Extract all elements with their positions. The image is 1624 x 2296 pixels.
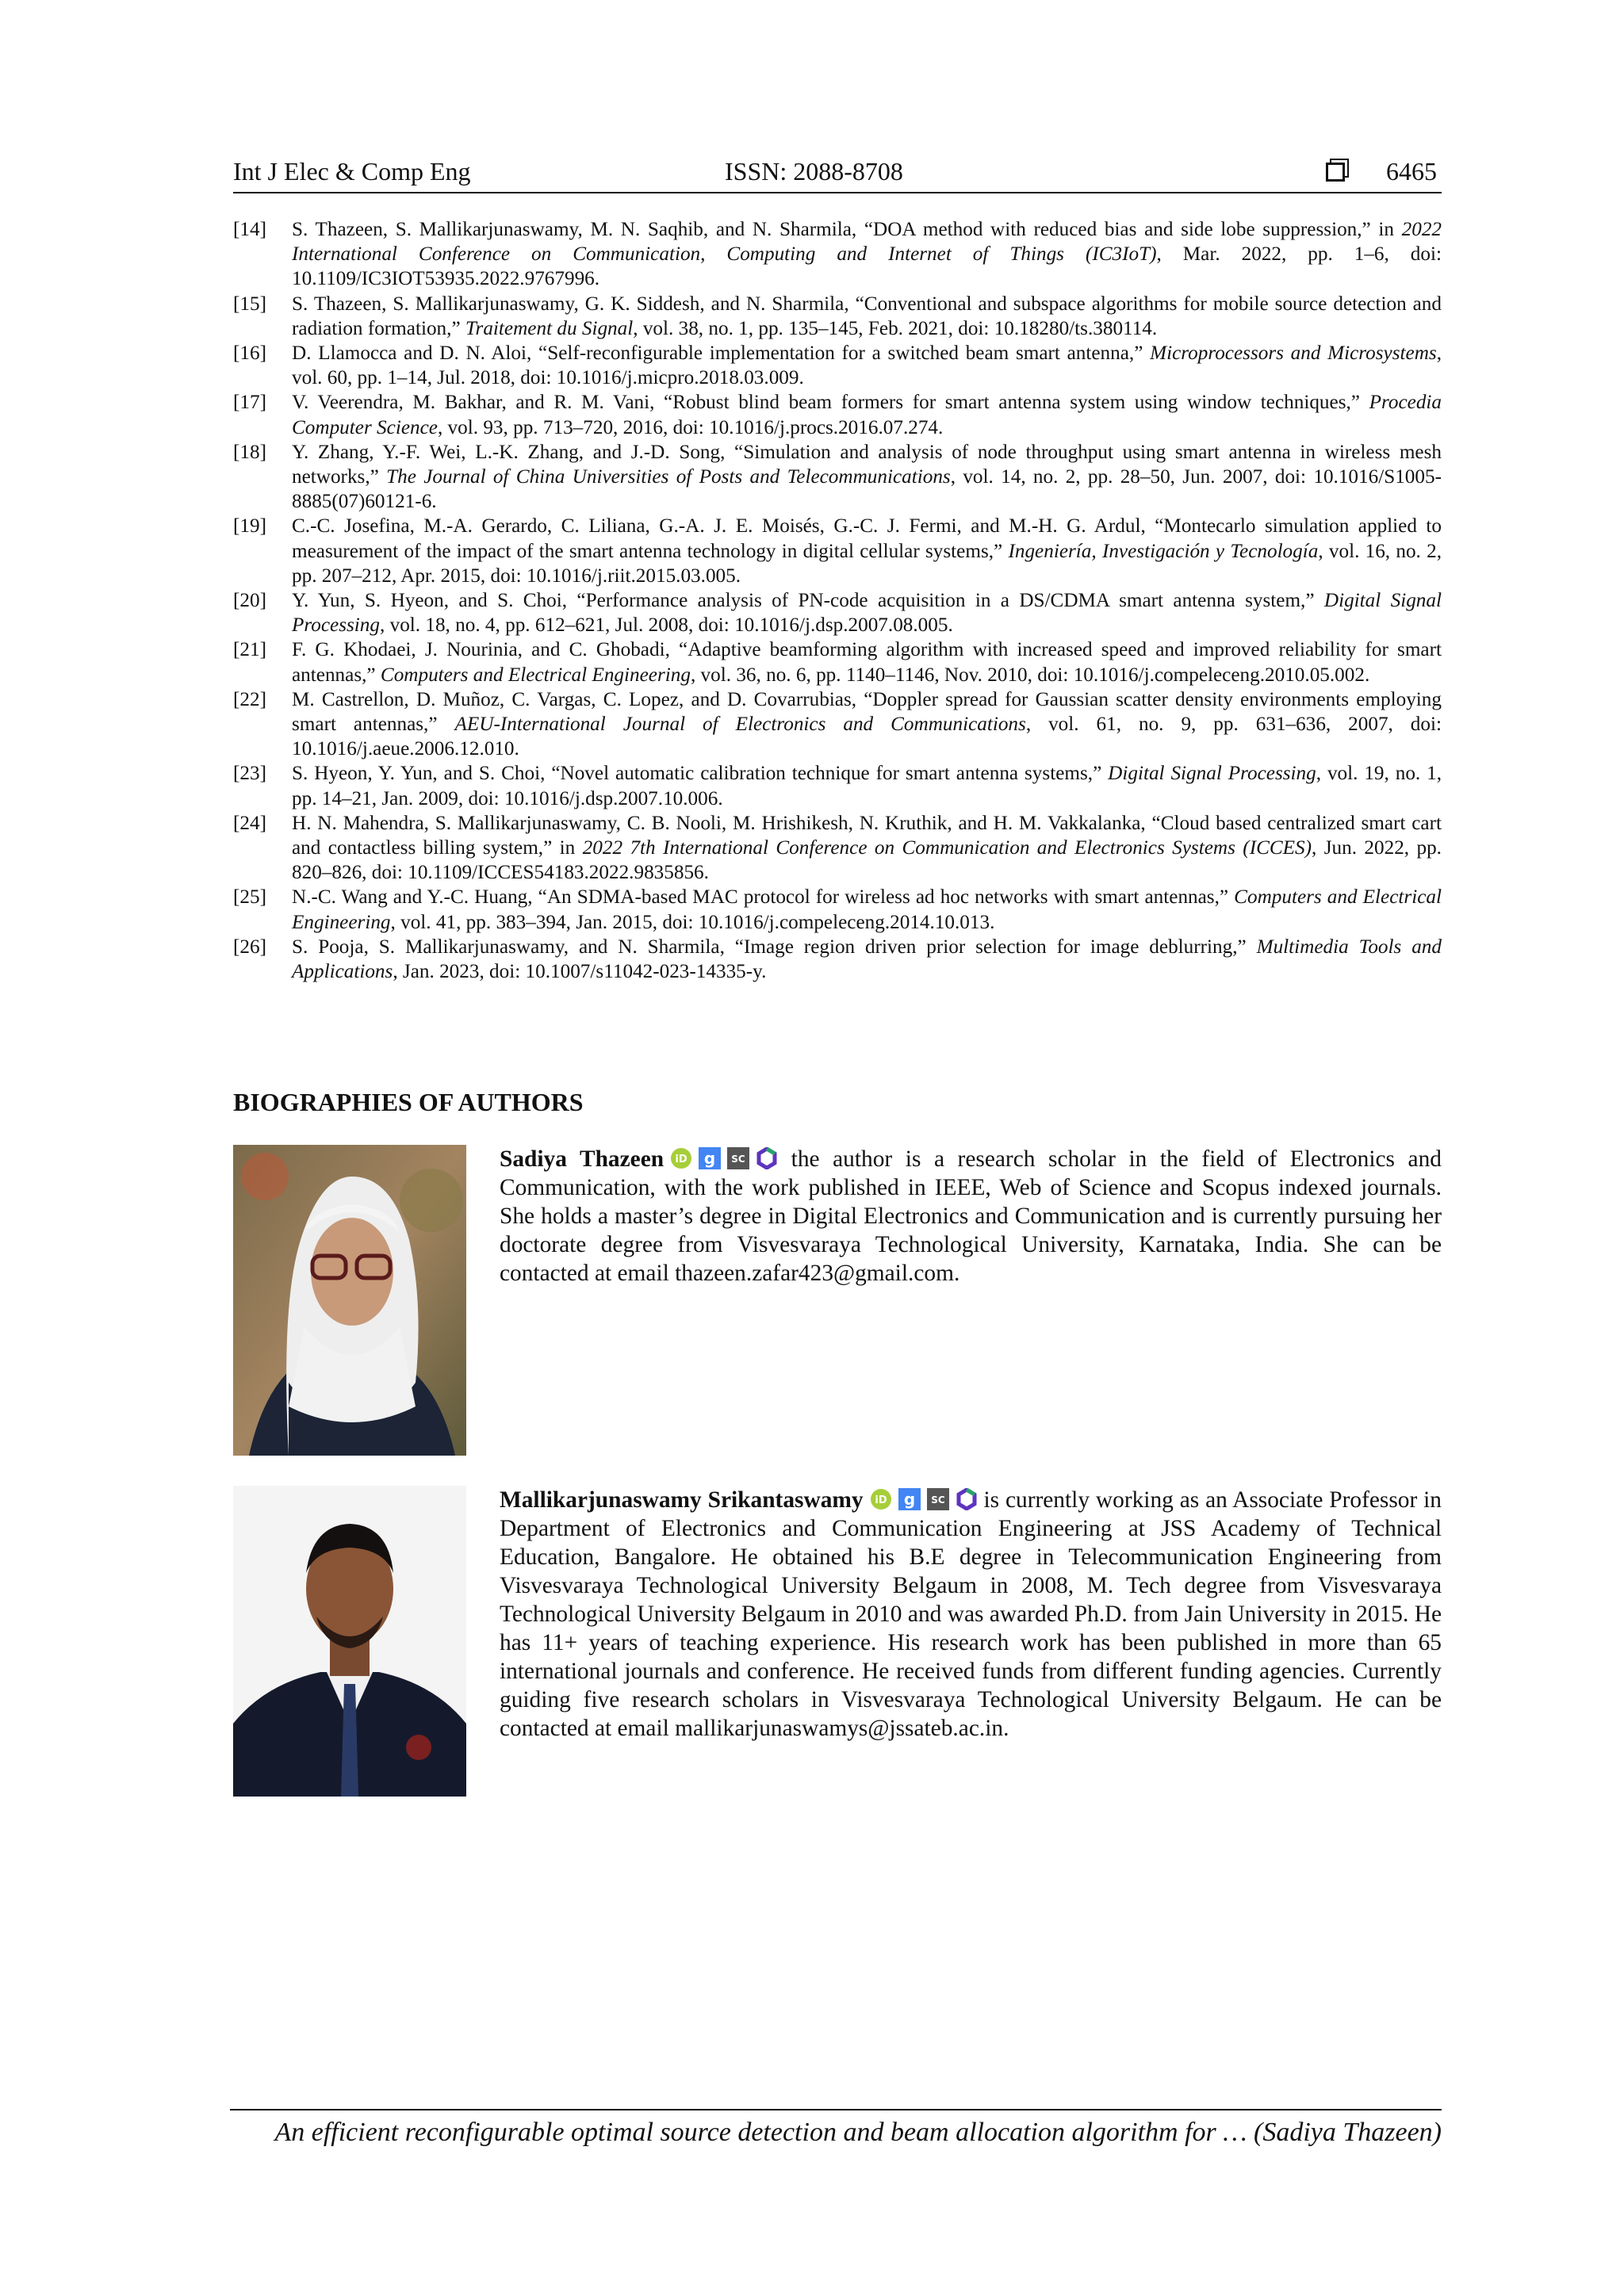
reference-text — [292, 935, 1442, 984]
reference-segment: , vol. 36, no. 6, pp. 1140–1146, Nov. 2010, doi: 10.1016/j.compeleceng.2010.05.002. — [690, 664, 1370, 686]
reference-segment: H. N. Mahendra, S. Mallikarjunaswamy, C. B. Nooli, M. Hrishikesh, N. Kruthik, and H. M. Vakkalanka, “Cloud based centralized smart cart and contactless billing system,” in — [292, 812, 1442, 859]
reference-number: [17] — [233, 392, 266, 414]
page-square-icon — [1326, 163, 1345, 182]
author-name-1: Sadiya Thazeen — [500, 1146, 665, 1172]
reference-segment: , vol. 60, pp. 1–14, Jul. 2018, doi: 10.1016/j.micpro.2018.03.009. — [292, 342, 1442, 389]
reference-segment: , vol. 41, pp. 383–394, Jan. 2015, doi: 10.1016/j.compeleceng.2014.10.013. — [390, 911, 995, 933]
reference-item — [233, 935, 1442, 984]
reference-segment: Y. Zhang, Y.-F. Wei, L.-K. Zhang, and J.-D. Song, “Simulation and analysis of node throughput using smart antenna in wireless mesh networks,” — [292, 441, 1442, 488]
scopus-icon[interactable] — [727, 1147, 749, 1169]
reference-segment: , vol. 93, pp. 713–720, 2016, doi: 10.1016/j.procs.2016.07.274. — [437, 416, 944, 438]
running-footer: An efficient reconfigurable optimal source detection and beam allocation algorithm for … (Sadiya Thazeen) — [230, 2109, 1442, 2155]
issn: ISSN: 2088-8708 — [725, 157, 903, 186]
svg-text:g: g — [903, 1490, 915, 1509]
reference-number: [21] — [233, 639, 266, 661]
reference-text — [292, 390, 1442, 439]
reference-segment: F. G. Khodaei, J. Nourinia, and C. Ghobadi, “Adaptive beamforming algorithm with increased speed and improved reliability for smart antennas,” — [292, 639, 1442, 686]
author-name-2: Mallikarjunaswamy Srikantaswamy — [500, 1487, 864, 1513]
reference-segment: S. Thazeen, S. Mallikarjunaswamy, M. N. Saqhib, and N. Sharmila, “DOA method with reduced bias and side lobe suppression,” in — [292, 219, 1402, 240]
reference-number: [23] — [233, 763, 266, 785]
reference-item — [233, 341, 1442, 390]
reference-number: [16] — [233, 342, 266, 365]
reference-item — [233, 761, 1442, 810]
author-photo-1 — [233, 1145, 466, 1456]
reference-segment: V. Veerendra, M. Bakhar, and R. M. Vani, “Robust blind beam formers for smart antenna system using window techniques,” — [292, 392, 1369, 414]
reference-segment: , Jun. 2022, pp. 820–826, doi: 10.1109/ICCES54183.2022.9835856. — [292, 837, 1442, 884]
reference-text — [292, 588, 1442, 637]
orcid-icon[interactable] — [870, 1488, 892, 1510]
author-bio-1 — [233, 1145, 1442, 1456]
reference-segment: , vol. 19, no. 1, pp. 14–21, Jan. 2009, doi: 10.1016/j.dsp.2007.10.006. — [292, 763, 1442, 809]
svg-text:iD: iD — [874, 1494, 887, 1506]
reference-text — [292, 292, 1442, 341]
reference-text — [292, 761, 1442, 810]
reference-source: AEU-International Journal of Electronics and Communications — [454, 714, 1026, 736]
reference-text — [292, 440, 1442, 515]
author-bio-body-2: is currently working as an Associate Professor in Department of Electronics and Communication Engineering at JSS Academy of Technical Education, Bangalore. He obtained his B.E degree in Telecommunication Engineering from Visvesvaraya Technological University Belgaum in 2008, M. Tech degree from Visvesvaraya Technological University Belgaum in 2010 and was awarded Ph.D. from Jain University in 2015. He has 11+ years of teaching experience. His research work has been published in more than 65 international journals and conference. He received funds from different funding agencies. Currently guiding five research scholars in Visvesvaraya Technological University Belgaum. He can be contacted at email mallikarjunaswamys@jssateb.ac.in. — [500, 1487, 1442, 1741]
reference-text — [292, 885, 1442, 934]
author-bio-text-1 — [500, 1145, 1442, 1288]
reference-source: Procedia Computer Science — [292, 392, 1442, 438]
reference-segment: , vol. 61, no. 9, pp. 631–636, 2007, doi: 10.1016/j.aeue.2006.12.010. — [292, 714, 1442, 760]
reference-source: 2022 International Conference on Communication, Computing and Internet of Things (IC3IoT) — [292, 219, 1442, 266]
reference-segment: N.-C. Wang and Y.-C. Huang, “An SDMA-based MAC protocol for wireless ad hoc networks with smart antennas,” — [292, 886, 1235, 909]
reference-list — [233, 217, 1442, 984]
reference-segment: S. Thazeen, S. Mallikarjunaswamy, G. K. Siddesh, and N. Sharmila, “Conventional and subspace algorithms for mobile source detection and radiation formation,” — [292, 293, 1442, 339]
reference-item — [233, 292, 1442, 341]
reference-segment: , Mar. 2022, pp. 1–6, doi: 10.1109/IC3IOT53935.2022.9767996. — [292, 243, 1442, 290]
svg-text:iD: iD — [675, 1154, 688, 1165]
reference-source: Digital Signal Processing — [1108, 763, 1316, 785]
google-scholar-icon[interactable] — [699, 1147, 721, 1169]
running-header — [233, 154, 1442, 193]
reference-number: [19] — [233, 515, 266, 538]
svg-text:g: g — [703, 1149, 716, 1168]
reference-source: Computers and Electrical Engineering — [292, 886, 1442, 933]
reference-item — [233, 885, 1442, 934]
journal-abbrev: Int J Elec & Comp Eng — [233, 157, 471, 186]
svg-text:SC: SC — [731, 1154, 745, 1165]
author-bio-text-2 — [500, 1486, 1442, 1743]
reference-source: Computers and Electrical Engineering — [380, 664, 691, 686]
reference-source: The Journal of China Universities of Posts and Telecommunications — [386, 466, 951, 488]
reference-item — [233, 390, 1442, 439]
reference-segment: M. Castrellon, D. Muñoz, C. Vargas, C. Lopez, and D. Covarrubias, “Doppler spread for Gaussian scatter density environments employing smart antennas,” — [292, 688, 1442, 736]
reference-number: [15] — [233, 293, 266, 315]
reference-item — [233, 217, 1442, 292]
reference-number: [20] — [233, 590, 266, 612]
reference-item — [233, 514, 1442, 588]
reference-segment: , Jan. 2023, doi: 10.1007/s11042-023-14335-y. — [393, 961, 767, 983]
web-of-science-icon[interactable] — [756, 1147, 778, 1169]
reference-text — [292, 217, 1442, 292]
reference-source: Multimedia Tools and Applications — [292, 936, 1442, 983]
reference-item — [233, 588, 1442, 637]
reference-number: [18] — [233, 441, 266, 463]
reference-segment: C.-C. Josefina, M.-A. Gerardo, C. Liliana, G.-A. J. E. Moisés, G.-C. J. Fermi, and M.-H. G. Ardul, “Montecarlo simulation applied to measurement of the impact of the smart antenna technology in digital cellular systems,” — [292, 515, 1442, 562]
reference-text — [292, 687, 1442, 762]
scopus-icon[interactable] — [927, 1488, 949, 1510]
reference-source: 2022 7th International Conference on Communication and Electronics Systems (ICCES) — [582, 837, 1312, 859]
author-bio-2 — [233, 1486, 1442, 1797]
reference-number: [26] — [233, 936, 266, 958]
reference-segment: D. Llamocca and D. N. Aloi, “Self-reconfigurable implementation for a switched beam smart antenna,” — [292, 342, 1151, 365]
orcid-icon[interactable] — [670, 1147, 692, 1169]
reference-text — [292, 811, 1442, 886]
google-scholar-icon[interactable] — [898, 1488, 921, 1510]
reference-number: [14] — [233, 219, 266, 240]
reference-item — [233, 637, 1442, 687]
reference-source: Microprocessors and Microsystems — [1150, 342, 1437, 365]
reference-item — [233, 440, 1442, 515]
reference-source: Traitement du Signal — [465, 317, 634, 339]
reference-source: Ingeniería, Investigación y Tecnología — [1008, 540, 1319, 562]
reference-segment: S. Pooja, S. Mallikarjunaswamy, and N. Sharmila, “Image region driven prior selection for image deblurring,” — [292, 936, 1257, 958]
reference-text — [292, 341, 1442, 390]
reference-item — [233, 811, 1442, 886]
reference-segment: , vol. 16, no. 2, pp. 207–212, Apr. 2015, doi: 10.1016/j.riit.2015.03.005. — [292, 540, 1442, 587]
reference-text — [292, 514, 1442, 588]
svg-text:SC: SC — [930, 1494, 945, 1506]
reference-item — [233, 687, 1442, 762]
web-of-science-icon[interactable] — [956, 1488, 978, 1510]
reference-source: Digital Signal Processing — [292, 590, 1442, 637]
reference-segment: , vol. 38, no. 1, pp. 135–145, Feb. 2021, doi: 10.18280/ts.380114. — [633, 317, 1158, 339]
reference-number: [25] — [233, 886, 266, 909]
reference-segment: , vol. 14, no. 2, pp. 28–50, Jun. 2007, doi: 10.1016/S1005-8885(07)60121-6. — [292, 466, 1442, 513]
reference-segment: Y. Yun, S. Hyeon, and S. Choi, “Performance analysis of PN-code acquisition in a DS/CDMA smart antenna system,” — [292, 590, 1324, 612]
page-number: 6465 — [1386, 157, 1437, 186]
reference-number: [24] — [233, 812, 266, 834]
reference-segment: S. Hyeon, Y. Yun, and S. Choi, “Novel automatic calibration technique for smart antenna systems,” — [292, 763, 1109, 785]
reference-number: [22] — [233, 688, 266, 710]
author-photo-2 — [233, 1486, 466, 1797]
reference-segment: , vol. 18, no. 4, pp. 612–621, Jul. 2008, doi: 10.1016/j.dsp.2007.08.005. — [380, 614, 953, 637]
biographies-heading: BIOGRAPHIES OF AUTHORS — [233, 1088, 584, 1116]
author-bio-body-1: the author is a research scholar in the field of Electronics and Communication, with the work published in IEEE, Web of Science and Scopus indexed journals. She holds a master’s degree in Digital Electronics and Communication and is currently pursuing her doctorate degree from Visvesvaraya Technological University, Karnataka, India. She can be contacted at email thazeen.zafar423@gmail.com. — [500, 1146, 1442, 1286]
reference-text — [292, 637, 1442, 687]
